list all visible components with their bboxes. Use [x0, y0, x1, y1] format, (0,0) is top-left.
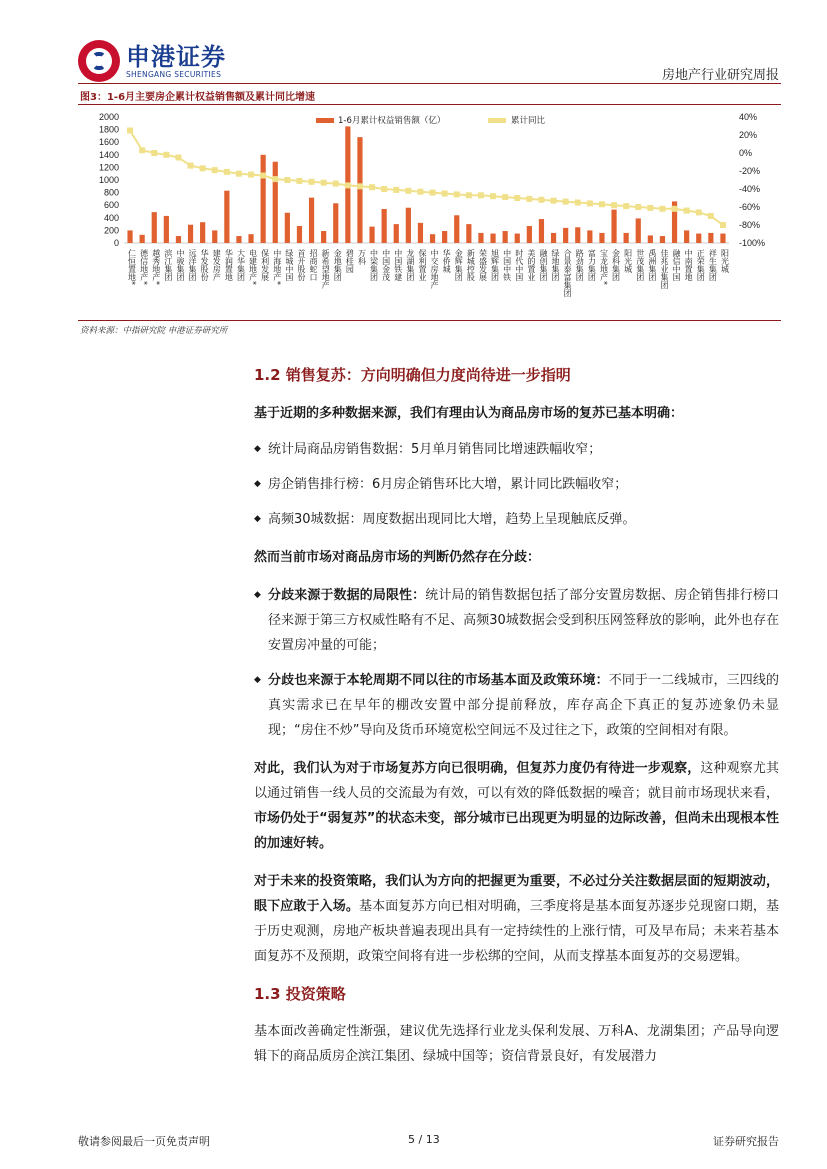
- footer-report-label: 证券研究报告: [713, 1135, 779, 1148]
- bar: [394, 224, 399, 243]
- y-right-tick-label: -20%: [739, 166, 761, 176]
- y-left-tick-label: 800: [103, 187, 119, 198]
- yoy-point: [200, 165, 206, 171]
- bar: [224, 191, 229, 243]
- yoy-point: [296, 178, 302, 184]
- yoy-point: [478, 192, 484, 198]
- x-category-label: 旭辉集团: [490, 249, 500, 281]
- x-category-label: 电建地产*: [248, 249, 258, 285]
- x-category-label: 中国中铁: [502, 249, 512, 281]
- yoy-point: [345, 182, 351, 188]
- x-category-label: 路劲集团: [575, 249, 585, 281]
- bullet-diamond-icon: ◆: [254, 514, 261, 524]
- bar: [478, 233, 483, 243]
- x-category-label: 佳兆业集团: [659, 249, 669, 289]
- legend-line-label: 累计同比: [511, 116, 546, 126]
- y-left-tick-label: 2000: [98, 112, 119, 122]
- bar: [418, 223, 423, 243]
- bar: [357, 137, 362, 243]
- bullet-text: 统计局商品房销售数据：5月单月销售同比增速跌幅收窄；: [268, 442, 602, 457]
- bar: [176, 236, 181, 243]
- y-left-tick-label: 200: [103, 225, 119, 236]
- report-body: [254, 364, 779, 1069]
- x-category-label: 禹洲集团: [647, 249, 657, 281]
- yoy-point: [623, 203, 629, 209]
- x-category-label: 荣盛发展: [478, 249, 488, 281]
- yoy-point: [551, 198, 557, 204]
- legend-bar-swatch: [316, 118, 334, 123]
- bullet-text: 高频30城数据：周度数据出现同比大增，趋势上呈现触底反弹。: [268, 512, 636, 527]
- yoy-point: [381, 186, 387, 192]
- bar: [236, 236, 241, 243]
- company-name-en: SHENGANG SECURITIES: [126, 69, 222, 79]
- bar: [200, 222, 205, 243]
- y-right-tick-label: 20%: [739, 130, 758, 140]
- bullet-body: 不同于一二线城市，三四线的真实需求已在早年的棚改安置中部分提前释放，库存高企下真正的复苏迹象仍未显现；“房住不炒”导向及货币环境宽松空间远不及过往之下，政策的空间相对有限。: [268, 673, 779, 738]
- bar: [539, 219, 544, 243]
- x-category-label: 金地集团: [333, 249, 343, 281]
- yoy-point: [635, 204, 641, 210]
- bar: [599, 233, 604, 243]
- yoy-point: [272, 176, 278, 182]
- x-category-label: 首开股份: [296, 249, 306, 281]
- x-category-label: 万科: [357, 249, 367, 265]
- yoy-point: [490, 193, 496, 199]
- recovery-intro: 基于近期的多种数据来源，我们有理由认为商品房市场的复苏已基本明确：: [254, 406, 684, 421]
- y-right-tick-label: 0%: [739, 148, 753, 158]
- y-left-tick-label: 1200: [98, 162, 119, 173]
- x-category-label: 祥生集团: [708, 249, 718, 281]
- legend-line-swatch: [488, 118, 506, 123]
- figure-title: 图3：1-6月主要房企累计权益销售额及累计同比增速: [80, 92, 316, 103]
- bullet-lead: 分歧来源于数据的局限性：: [268, 588, 426, 603]
- yoy-point: [454, 191, 460, 197]
- x-category-label: 宝龙地产*: [599, 249, 609, 285]
- yoy-point: [333, 181, 339, 187]
- x-category-label: 保利发展: [260, 249, 270, 281]
- x-category-label: 时代中国: [514, 249, 524, 281]
- x-category-label: 碧桂园: [345, 249, 355, 273]
- x-category-label: 招商蛇口: [309, 249, 319, 281]
- investment-strategy-text: 基本面改善确定性渐强，建议优先选择行业龙头保利发展、万科A、龙湖集团；产品导向逻辑下的商品质房企滨江集团、绿城中国等；资信背景良好，有发展潜力: [254, 1024, 779, 1064]
- yoy-point: [599, 201, 605, 207]
- x-category-label: 远洋集团: [188, 249, 198, 281]
- x-category-label: 保利置业: [417, 249, 427, 281]
- x-category-label: 中交房地产: [430, 249, 440, 289]
- yoy-point: [405, 188, 411, 194]
- yoy-point: [321, 180, 327, 186]
- yoy-point: [526, 196, 532, 202]
- logo-mark-icon: [78, 40, 120, 82]
- x-category-label: 融创集团: [538, 249, 548, 281]
- x-category-label: 华发股份: [200, 249, 210, 281]
- bar: [648, 235, 653, 243]
- yoy-point: [212, 167, 218, 173]
- bar: [563, 228, 568, 243]
- x-category-label: 阳光城: [623, 249, 633, 273]
- bar: [454, 215, 459, 243]
- y-left-tick-label: 400: [103, 212, 119, 223]
- company-name-cn: 申港证券: [126, 42, 226, 71]
- bar: [261, 155, 266, 243]
- yoy-point: [175, 155, 181, 161]
- yoy-point: [309, 179, 315, 185]
- yoy-point: [502, 194, 508, 200]
- footer-disclaimer: 敬请参阅最后一页免责声明: [78, 1135, 210, 1148]
- yoy-point: [357, 183, 363, 189]
- yoy-point: [417, 189, 423, 195]
- x-category-label: 中国铁建: [393, 249, 403, 281]
- bullet-lead: 分歧也来源于本轮周期不同以往的市场基本面及政策环境：: [268, 673, 609, 688]
- bar: [309, 198, 314, 243]
- bullet-diamond-icon: ◆: [254, 444, 261, 454]
- y-right-tick-label: -40%: [739, 184, 761, 194]
- x-category-label: 建发房产: [212, 249, 222, 281]
- bar: [152, 212, 157, 243]
- bullet-diamond-icon: ◆: [254, 675, 261, 685]
- x-category-label: 仁恒置地*: [127, 249, 137, 285]
- x-category-label: 绿城中国: [284, 249, 294, 281]
- bar: [696, 234, 701, 243]
- view-paragraph: [254, 756, 779, 856]
- x-category-label: 融信中国: [672, 249, 682, 281]
- x-category-label: 金辉集团: [454, 249, 464, 281]
- yoy-point: [466, 192, 472, 198]
- bullet-diamond-icon: ◆: [254, 479, 261, 489]
- x-category-label: 德信地产*: [139, 249, 149, 285]
- yoy-point: [647, 205, 653, 211]
- yoy-point: [659, 206, 665, 212]
- y-right-tick-label: -100%: [739, 238, 766, 248]
- y-left-tick-label: 600: [103, 200, 119, 211]
- bar: [636, 218, 641, 243]
- bullet-text: 房企销售排行榜：6月房企销售环比大增，累计同比跌幅收窄；: [268, 477, 628, 492]
- bar: [624, 233, 629, 243]
- yoy-point: [163, 152, 169, 158]
- yoy-point: [224, 169, 230, 175]
- bar: [188, 225, 193, 243]
- company-logo: [78, 40, 226, 82]
- header-divider: [78, 83, 781, 84]
- x-category-label: 富力集团: [587, 249, 597, 281]
- bullet-body: 统计局的销售数据包括了部分安置房数据、房企销售排行榜口径来源于第三方权威性略有不足、高频30城数据会受到积压网签释放的影响，此外也存在安置房冲量的可能；: [268, 588, 779, 653]
- bar: [333, 203, 338, 243]
- strategy-body: 基本面复苏方向已相对明确，三季度将是基本面复苏逐步兑现窗口期，基于历史观测，房地产板块普遍表现出具有一定持续性的上涨行情，可及早布局；未来若基本面复苏不及预期，政策空间将有进一步松绑的空间，从而支撑基本面复苏的交易逻辑。: [254, 899, 779, 964]
- bar: [503, 231, 508, 243]
- bullet-item: [254, 668, 779, 743]
- y-right-tick-label: -60%: [739, 202, 761, 212]
- y-left-tick-label: 0: [113, 238, 119, 248]
- bar: [140, 235, 145, 243]
- x-category-label: 中骏集团: [175, 249, 185, 281]
- x-category-label: 越秀地产*: [151, 249, 161, 285]
- divergence-intro: 然而当前市场对商品房市场的判断仍然存在分歧：: [254, 550, 541, 565]
- source-divider: [78, 320, 781, 321]
- yoy-point: [672, 206, 678, 212]
- bar: [164, 216, 169, 243]
- x-category-label: 龙湖集团: [405, 249, 415, 281]
- yoy-point: [720, 222, 726, 228]
- bar: [575, 227, 580, 243]
- bar: [285, 213, 290, 243]
- bullet-item: [254, 583, 779, 658]
- yoy-line: [130, 131, 723, 226]
- x-category-label: 中梁集团: [369, 249, 379, 281]
- bar: [466, 224, 471, 243]
- bar: [248, 234, 253, 243]
- bar: [273, 162, 278, 243]
- bar: [660, 236, 665, 243]
- yoy-point: [139, 147, 145, 153]
- bullet-paragraph: [268, 583, 779, 658]
- sales-chart: [78, 106, 781, 318]
- y-left-tick-label: 1400: [98, 149, 119, 160]
- x-category-label: 世茂集团: [635, 249, 645, 281]
- yoy-point: [430, 190, 436, 196]
- strategy-lead: 对于未来的投资策略，我们认为方向的把握更为重要，不必过分关注数据层面的短期波动，眼下应敢于入场。: [254, 874, 779, 914]
- x-category-label: 中国金茂: [381, 249, 391, 281]
- bar: [611, 210, 616, 243]
- yoy-point: [127, 128, 133, 134]
- bar: [551, 233, 556, 243]
- x-category-label: 绿地集团: [551, 249, 561, 281]
- yoy-point: [514, 195, 520, 201]
- bullet-diamond-icon: ◆: [254, 590, 261, 600]
- x-category-label: 阳光城: [720, 249, 730, 273]
- y-left-tick-label: 1600: [98, 137, 119, 148]
- bar: [369, 227, 374, 243]
- y-right-tick-label: -80%: [739, 220, 761, 230]
- bar: [684, 230, 689, 243]
- strategy-paragraph: [254, 869, 779, 969]
- yoy-point: [575, 200, 581, 206]
- bar: [490, 234, 495, 243]
- section-1-2-heading: 1.2 销售复苏：方向明确但力度尚待进一步指明: [254, 366, 571, 384]
- yoy-point: [236, 171, 242, 177]
- yoy-point: [369, 184, 375, 190]
- yoy-point: [248, 172, 254, 178]
- bar: [527, 226, 532, 243]
- bar: [321, 231, 326, 243]
- yoy-point: [442, 191, 448, 197]
- bar: [720, 234, 725, 243]
- bar: [212, 230, 217, 243]
- x-category-label: 金科集团: [611, 249, 621, 281]
- x-category-label: 滨江集团: [163, 249, 173, 281]
- yoy-point: [151, 150, 157, 156]
- x-category-label: 正荣集团: [696, 249, 706, 281]
- bullet-item: [254, 472, 779, 497]
- yoy-point: [708, 213, 714, 219]
- bar: [127, 230, 132, 243]
- y-left-tick-label: 1000: [98, 175, 119, 185]
- bullet-item: [254, 437, 779, 462]
- x-category-label: 合景泰富集团: [563, 249, 573, 297]
- x-category-label: 大华集团: [236, 249, 246, 281]
- bullet-paragraph: [268, 668, 779, 743]
- section-1-3-heading: 1.3 投资策略: [254, 985, 346, 1003]
- bar: [708, 233, 713, 243]
- x-category-label: 新城控股: [466, 249, 476, 281]
- yoy-point: [393, 187, 399, 193]
- y-right-tick-label: 40%: [739, 112, 758, 122]
- figure-title-divider: [78, 104, 781, 105]
- x-category-label: 华润置地: [224, 249, 234, 281]
- view-body: 这种观察尤其以通过销售一线人员的交流最为有效，可以有效的降低数据的噪音；就目前市场现状来看，: [254, 761, 779, 801]
- x-category-label: 中海地产*: [272, 249, 282, 285]
- bar: [382, 209, 387, 243]
- view-lead: 对此，我们认为对于市场复苏方向已很明确，但复苏力度仍有待进一步观察，: [254, 761, 701, 776]
- view-conclusion: 市场仍处于“弱复苏”的状态未变，部分城市已出现更为明显的边际改善，但尚未出现根本性的加速好转。: [254, 811, 779, 851]
- x-category-label: 中南置地: [684, 249, 694, 281]
- yoy-point: [563, 199, 569, 205]
- yoy-point: [538, 197, 544, 203]
- y-left-tick-label: 1800: [98, 124, 119, 135]
- yoy-point: [696, 209, 702, 215]
- yoy-point: [284, 177, 290, 183]
- bar: [515, 234, 520, 243]
- bullet-item: [254, 507, 779, 532]
- bar: [587, 230, 592, 243]
- bar: [442, 231, 447, 243]
- yoy-point: [611, 202, 617, 208]
- x-category-label: 华侨城: [442, 249, 452, 273]
- yoy-point: [260, 173, 266, 179]
- legend-bar-label: 1-6月累计权益销售额（亿）: [338, 116, 446, 126]
- yoy-point: [587, 200, 593, 206]
- yoy-point: [188, 163, 194, 169]
- page-number: 5 / 13: [408, 1133, 440, 1146]
- bar: [297, 226, 302, 243]
- figure-source: 资料来源：中指研究院 申港证券研究所: [80, 326, 228, 336]
- bar: [430, 234, 435, 243]
- report-type: 房地产行业研究周报: [661, 68, 779, 83]
- x-category-label: 新希望地产: [321, 249, 331, 289]
- x-category-label: 美的置业: [526, 249, 536, 281]
- bar: [406, 208, 411, 243]
- yoy-point: [684, 208, 690, 214]
